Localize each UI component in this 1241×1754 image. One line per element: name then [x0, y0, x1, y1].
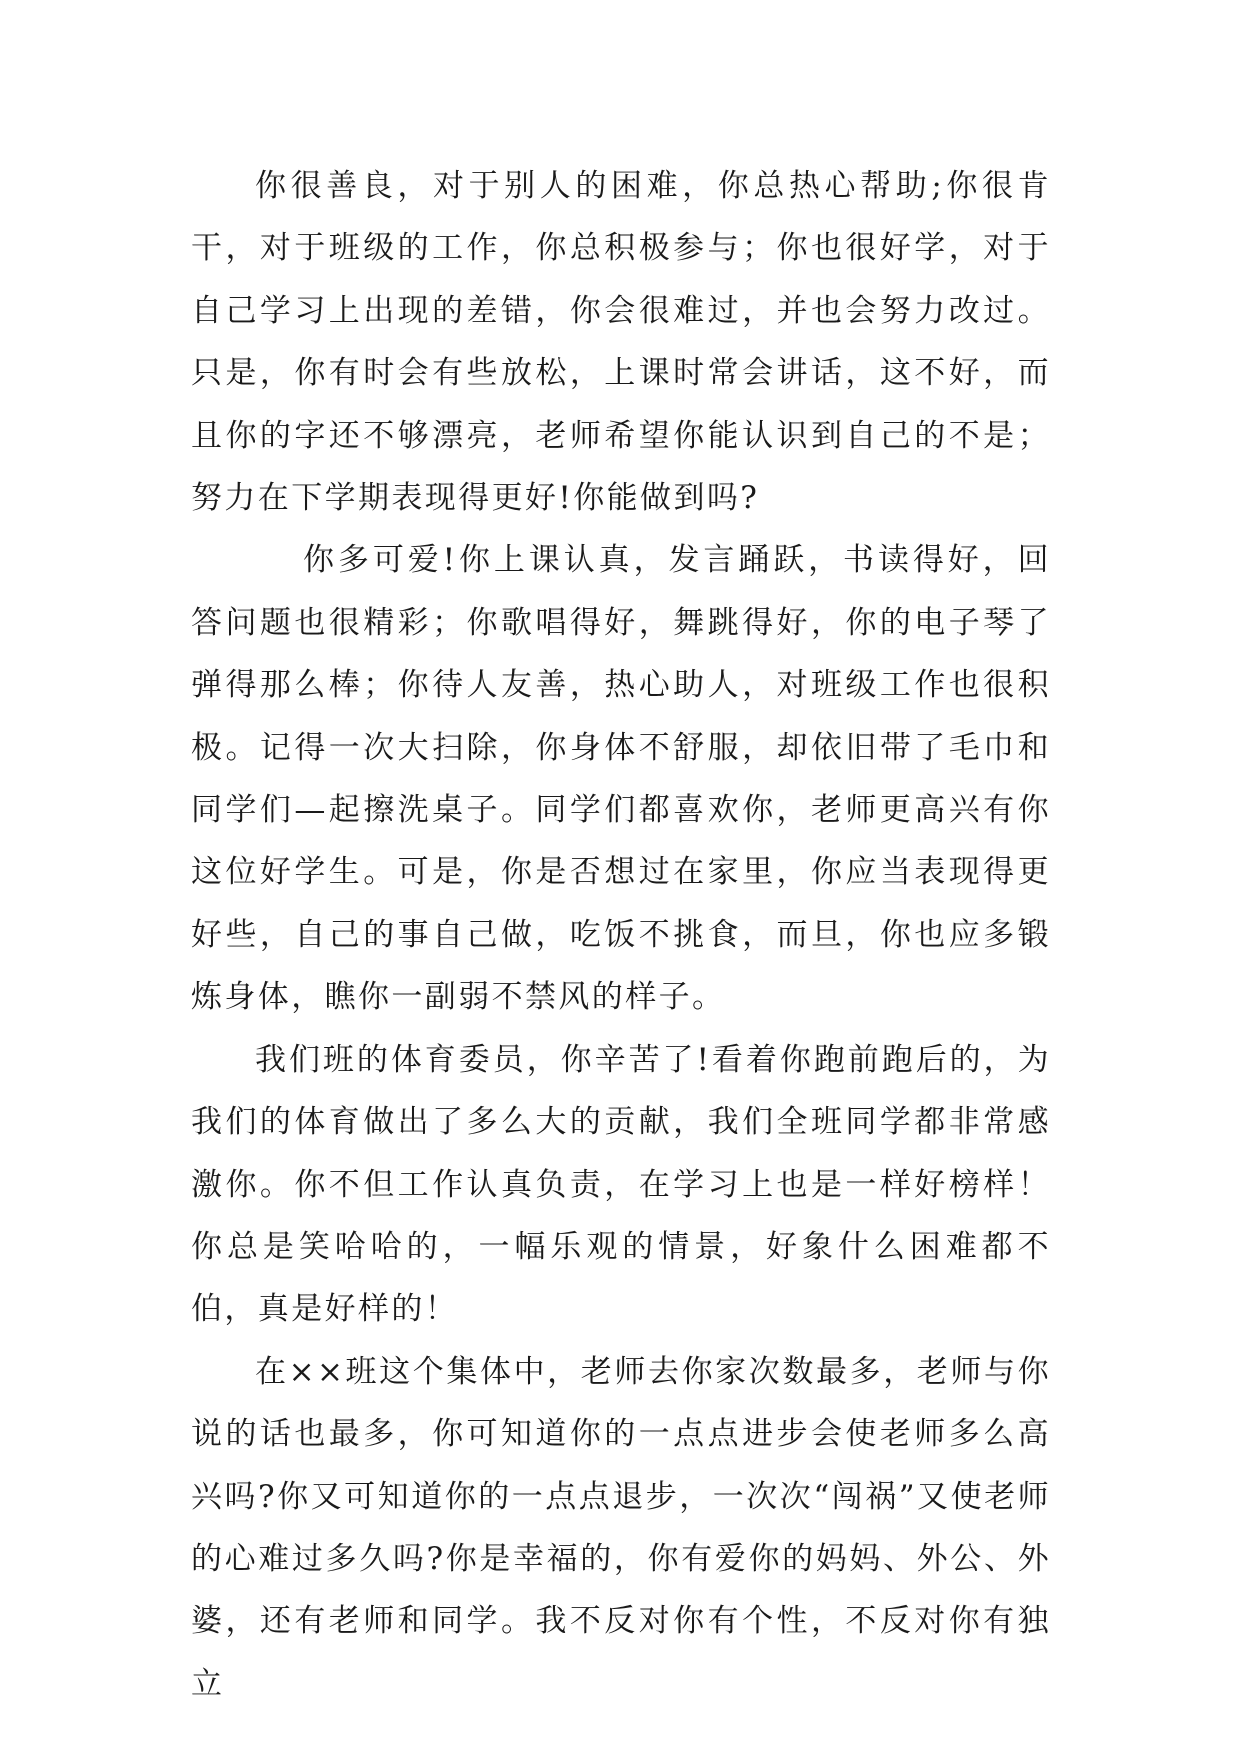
document-body	[191, 155, 1051, 1715]
paragraph-4: 在××班这个集体中，老师去你家次数最多，老师与你说的话也最多，你可知道你的一点点进步会使老师多么高兴吗?你又可知道你的一点点退步，一次次“闯祸”又使老师的心难过多久吗?你是幸福的，你有爱你的妈妈、外公、外婆，还有老师和同学。我不反对你有个性，不反对你有独立	[191, 1353, 1051, 1702]
paragraph-3: 我们班的体育委员，你辛苦了!看着你跑前跑后的，为我们的体育做出了多么大的贡献，我们全班同学都非常感激你。你不但工作认真负责，在学习上也是一样好榜样！你总是笑哈哈的，一幅乐观的情景，好象什么困难都不伯，真是好样的！	[191, 1041, 1051, 1328]
paragraph-1: 你很善良，对于别人的困难，你总热心帮助;你很肯干，对于班级的工作，你总积极参与；你也很好学，对于自己学习上出现的差错，你会很难过，并也会努力改过。只是，你有时会有些放松，上课时常会讲话，这不好，而且你的字还不够漂亮，老师希望你能认识到自己的不是；努力在下学期表现得更好!你能做到吗?	[191, 168, 1051, 517]
paragraph-2: 你多可爱!你上课认真，发言踊跃，书读得好，回答问题也很精彩；你歌唱得好，舞跳得好，你的电子琴了弹得那么棒；你待人友善，热心助人，对班级工作也很积极。记得一次大扫除，你身体不舒服，却依旧带了毛巾和同学们—起擦洗桌子。同学们都喜欢你，老师更高兴有你这位好学生。可是，你是否想过在家里，你应当表现得更好些，自己的事自己做，吃饭不挑食，而旦，你也应多锻炼身体，瞧你一副弱不禁风的样子。	[191, 542, 1051, 1016]
